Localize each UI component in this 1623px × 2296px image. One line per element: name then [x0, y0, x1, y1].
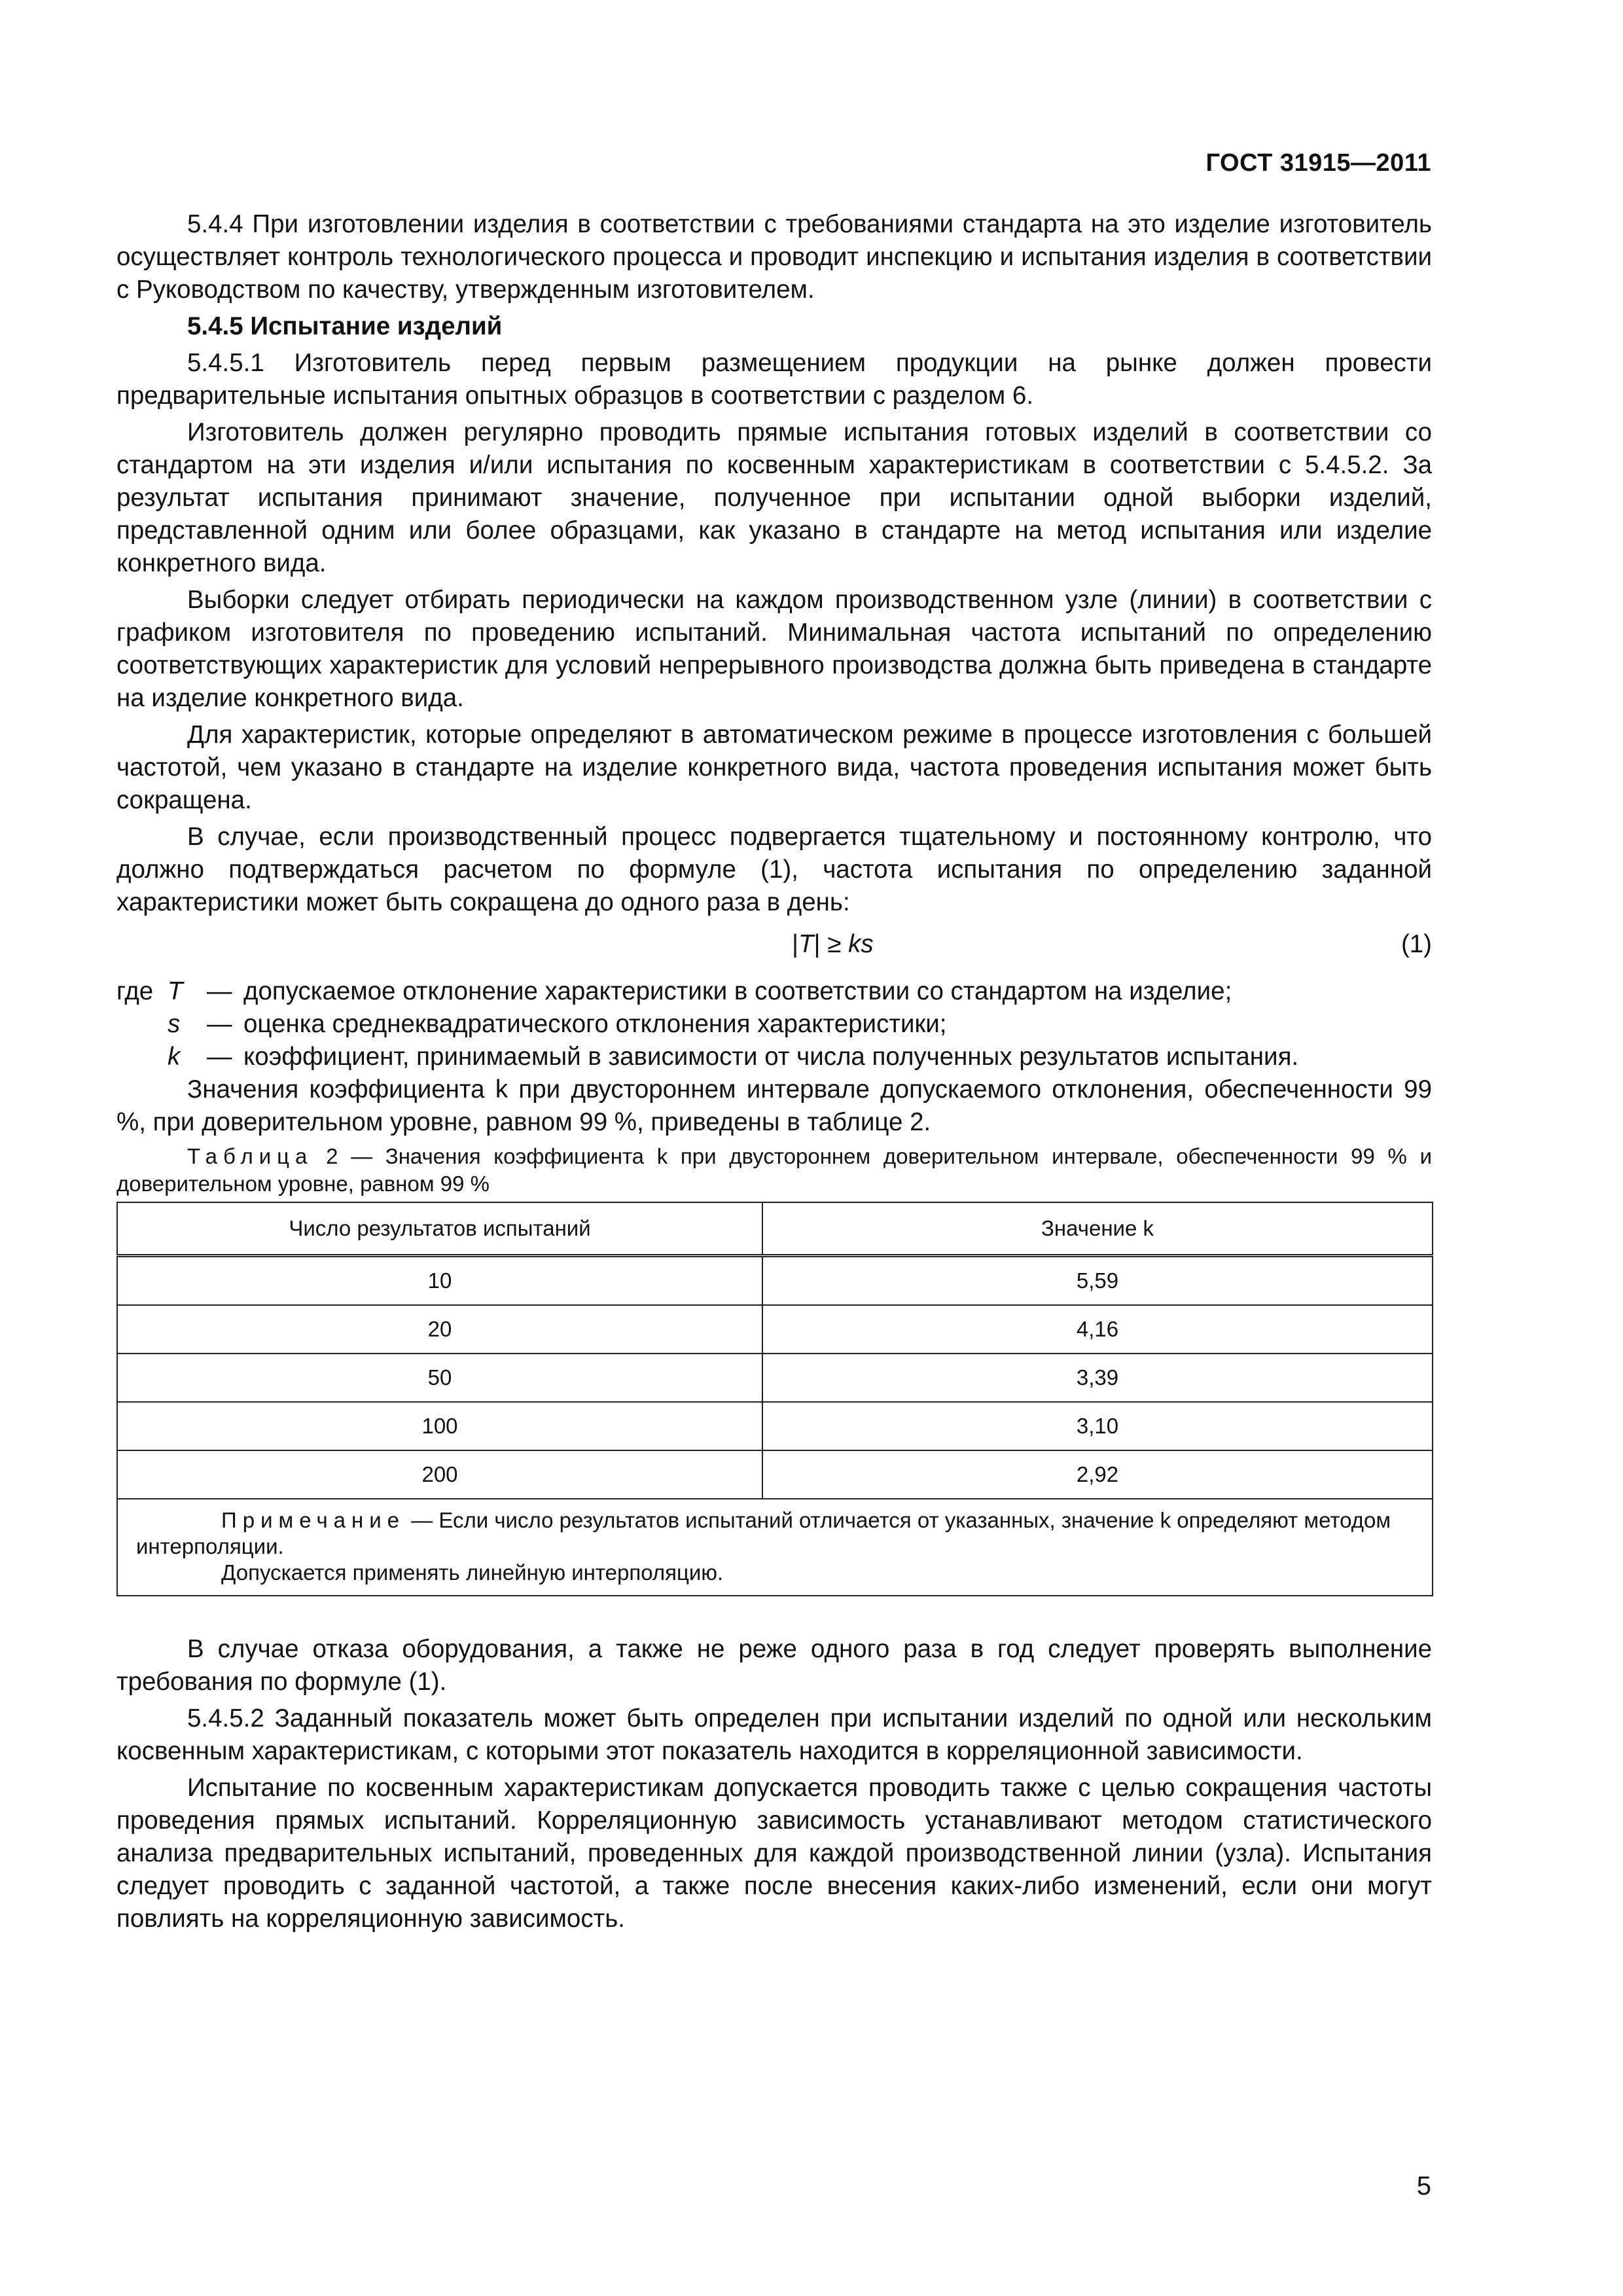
paragraph: В случае отказа оборудования, а также не реже одного раза в год следует проверять выполнение требования по формуле (1). — [116, 1635, 1432, 1696]
note-label: Примечание — [221, 1508, 406, 1532]
definition-dash: — — [207, 977, 232, 1005]
table-row — [117, 1354, 1433, 1402]
table-cell: 5,59 — [762, 1256, 1433, 1306]
section-heading: 5.4.5 Испытание изделий — [187, 312, 503, 340]
table-cell: 4,16 — [762, 1305, 1433, 1354]
document-header: ГОСТ 31915—2011 — [1205, 149, 1431, 177]
table-note-row — [117, 1499, 1433, 1596]
table-row — [117, 1450, 1433, 1499]
where-label — [116, 1041, 168, 1073]
paragraph: 5.4.5.2 Заданный показатель может быть определен при испытании изделий по одной или нескольким косвенным характеристикам, с которыми этот показатель находится в корреляционной зависимости. — [116, 1704, 1432, 1765]
table-cell: 3,39 — [762, 1354, 1433, 1402]
table-cell: 100 — [117, 1402, 762, 1450]
formula-1 — [116, 928, 1432, 966]
column-header-k: Значение k — [762, 1202, 1433, 1256]
table-cell: 10 — [117, 1256, 762, 1306]
table-caption — [116, 1143, 1432, 1198]
definition-text: допускаемое отклонение характеристики в соответствии со стандартом на изделие; — [243, 977, 1232, 1005]
formula-number: (1) — [1400, 930, 1432, 958]
document-body — [116, 208, 1432, 1939]
definition-text: оценка среднеквадратического отклонения характеристики; — [243, 1010, 947, 1038]
paragraph: Выборки следует отбирать периодически на каждом производственном узле (линии) в соответствии с графиком изготовителя по проведению испытаний. Минимальная частота испытаний по определению соответствующих характеристик для условий непрерывного производства должна быть приведена в стандарте на изделие конкретного вида. — [116, 586, 1432, 712]
caption-label: Таблица — [187, 1144, 313, 1168]
table-note — [117, 1499, 1433, 1596]
variable-symbol: s — [168, 1010, 181, 1038]
paragraph: Испытание по косвенным характеристикам допускается проводить также с целью сокращения частоты проведения прямых испытаний. Корреляционную зависимость устанавливают методом статистического анализа предварительных испытаний, проведенных для каждой производственной линии (узла). Испытания следует проводить с заданной частотой, а также после внесения каких-либо изменений, если они могут повлиять на корреляционную зависимость. — [116, 1774, 1432, 1933]
paragraph: 5.4.4 При изготовлении изделия в соответствии с требованиями стандарта на это изделие изготовитель осуществляет контроль технологического процесса и проводит инспекцию и испытания изделия в соответствии с Руководством по качеству, утвержденным изготовителем. — [116, 210, 1432, 304]
table-row — [117, 1402, 1433, 1450]
table-row — [117, 1256, 1433, 1306]
caption-text: 2 — Значения коэффициента k при двустороннем доверительном интервале, обеспеченности 99 % и доверительном уровне, равном 99 % — [116, 1144, 1432, 1196]
paragraph: Для характеристик, которые определяют в автоматическом режиме в процессе изготовления с большей частотой, чем указано в стандарте на изделие конкретного вида, частота проведения испытания может быть сокращена. — [116, 721, 1432, 814]
definition-dash: — — [207, 1010, 232, 1038]
variable-symbol: T — [168, 977, 183, 1005]
where-label: где — [116, 977, 154, 1005]
page-number: 5 — [1416, 2172, 1431, 2200]
table-cell: 200 — [117, 1450, 762, 1499]
column-header-count: Число результатов испытаний — [117, 1202, 762, 1256]
formula-rhs: ks — [848, 930, 874, 958]
definition-text: коэффициент, принимаемый в зависимости от числа полученных результатов испытания. — [243, 1043, 1299, 1071]
definition-row — [116, 975, 1432, 1008]
table-header-row — [117, 1202, 1433, 1256]
variable-symbol: k — [168, 1043, 181, 1071]
formula-expression: |T| ≥ ks — [792, 930, 874, 958]
note-text-2: Допускается применять линейную интерполяцию. — [221, 1560, 724, 1585]
paragraph: Изготовитель должен регулярно проводить прямые испытания готовых изделий в соответствии со стандартом на эти изделия и/или испытания по косвенным характеристикам в соответствии с 5.4.5.2. За результат испытания принимают значение, полученное при испытании одной выборки изделий, представленной одним или более образцами, как указано в стандарте на метод испытания или изделие конкретного вида. — [116, 418, 1432, 577]
table-cell: 3,10 — [762, 1402, 1433, 1450]
formula-lhs: T — [798, 930, 814, 958]
table-cell: 50 — [117, 1354, 762, 1402]
paragraph: В случае, если производственный процесс подвергается тщательному и постоянному контролю, что должно подтверждаться расчетом по формуле (1), частота испытания по определению заданной характеристики может быть сокращена до одного раза в день: — [116, 823, 1432, 916]
note-text: — Если число результатов испытаний отличается от указанных, значение k определяют методом интерполяции. — [136, 1508, 1391, 1558]
paragraph: Значения коэффициента k при двустороннем интервале допускаемого отклонения, обеспеченности 99 %, при доверительном уровне, равном 99 %, приведены в таблице 2. — [116, 1075, 1432, 1136]
table-cell: 2,92 — [762, 1450, 1433, 1499]
where-label — [116, 1008, 168, 1041]
variable-definitions — [116, 975, 1432, 1073]
formula-operator: ≥ — [827, 930, 842, 958]
paragraph: 5.4.5.1 Изготовитель перед первым размещением продукции на рынке должен провести предварительные испытания опытных образцов в соответствии с разделом 6. — [116, 349, 1432, 410]
definition-dash: — — [207, 1043, 232, 1071]
table-cell: 20 — [117, 1305, 762, 1354]
definition-row — [116, 1041, 1432, 1073]
table-row — [117, 1305, 1433, 1354]
definition-row — [116, 1008, 1432, 1041]
coefficient-table — [116, 1202, 1433, 1596]
